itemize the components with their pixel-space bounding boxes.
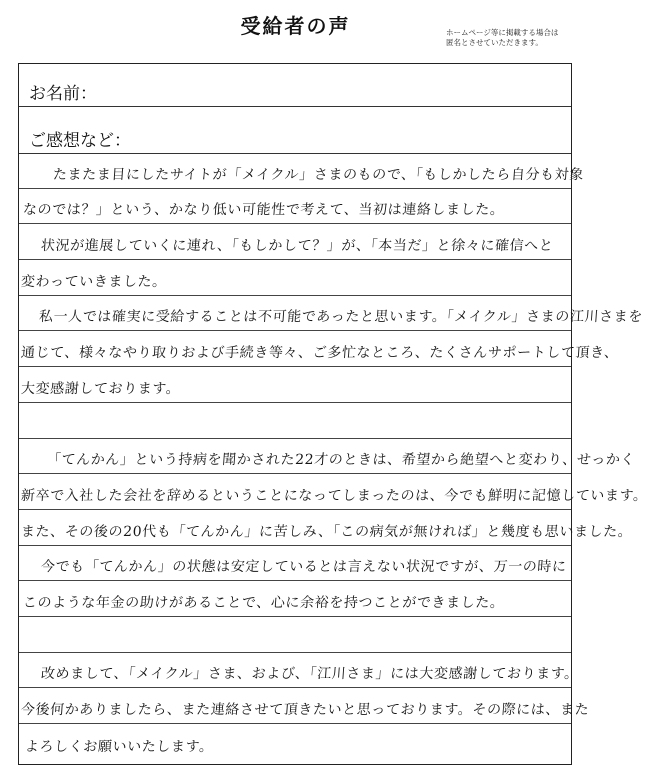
handwritten-text: 「てんかん」という持病を聞かされた22才のときは、希望から絶望へと変わり、せっかく [46,452,636,469]
ruled-line [19,546,571,582]
handwritten-text: 改めまして、「メイクル」さま、および、「江川さま」には大変感謝しております。 [40,666,580,683]
ruled-line [19,474,648,510]
ruled-line [19,653,580,689]
ruled-line [19,189,571,225]
handwritten-text: 今後何かありましたら、また連絡させて頂きたいと思っております。その際には、また [20,702,590,718]
ruled-line [19,224,571,260]
ruled-line [19,581,571,617]
ruled-line [19,403,571,439]
ruled-line [19,296,644,332]
handwritten-text: なのでは？」という、かなり低い可能性で考えて、当初は連絡しました。 [22,202,506,219]
handwritten-text: 状況が進展していくに連れ、「もしかして？」が、「本当だ」と徐々に確信へと [40,238,554,255]
handwritten-text: 大変感謝しております。 [20,380,181,397]
ruled-line [19,724,571,760]
handwritten-text: 変わっていきました。 [20,273,168,290]
comments-body [19,153,648,760]
ruled-line [19,367,571,403]
handwritten-text: 通じて、様々なやり取りおよび手続き等々、ご多忙なところ、たくさんサポートして頂き、 [20,345,620,362]
ruled-line [19,260,571,296]
ruled-line [19,331,620,367]
handwritten-text: また、その後の20代も「てんかん」に苦しみ、「この病気が無ければ」と幾度も思いました。 [20,523,633,540]
name-label: お名前： [29,84,97,104]
page-title: 受給者の声 [240,14,351,38]
name-divider [19,106,571,107]
testimonial-form [18,63,648,765]
handwritten-text: 私一人では確実に受給することは不可能であったと思います。「メイクル」さまの江川さまを [38,309,644,326]
ruled-line [19,688,590,724]
ruled-line [19,153,585,189]
comments-label: ご感想など： [29,131,131,151]
ruled-line [19,617,571,653]
handwritten-text: このような年金の助けがあることで、心に余裕を持つことができました。 [22,594,506,611]
ruled-line [19,510,633,546]
handwritten-text: 新卒で入社した会社を辞めるということになってしまったのは、今でも鮮明に記憶しています。 [20,487,648,504]
handwritten-text: よろしくお願いいたします。 [24,738,215,755]
handwritten-text: 今でも「てんかん」の状態は安定しているとは言えない状況ですが、万一の時に [40,559,568,576]
handwritten-text: たまたま目にしたサイトが「メイクル」さまのもので、「もしかしたら自分も対象 [52,166,585,183]
anonymity-note: ホームページ等に掲載する場合は 匿名とさせていただきます。 [446,28,559,47]
ruled-line [19,439,636,475]
